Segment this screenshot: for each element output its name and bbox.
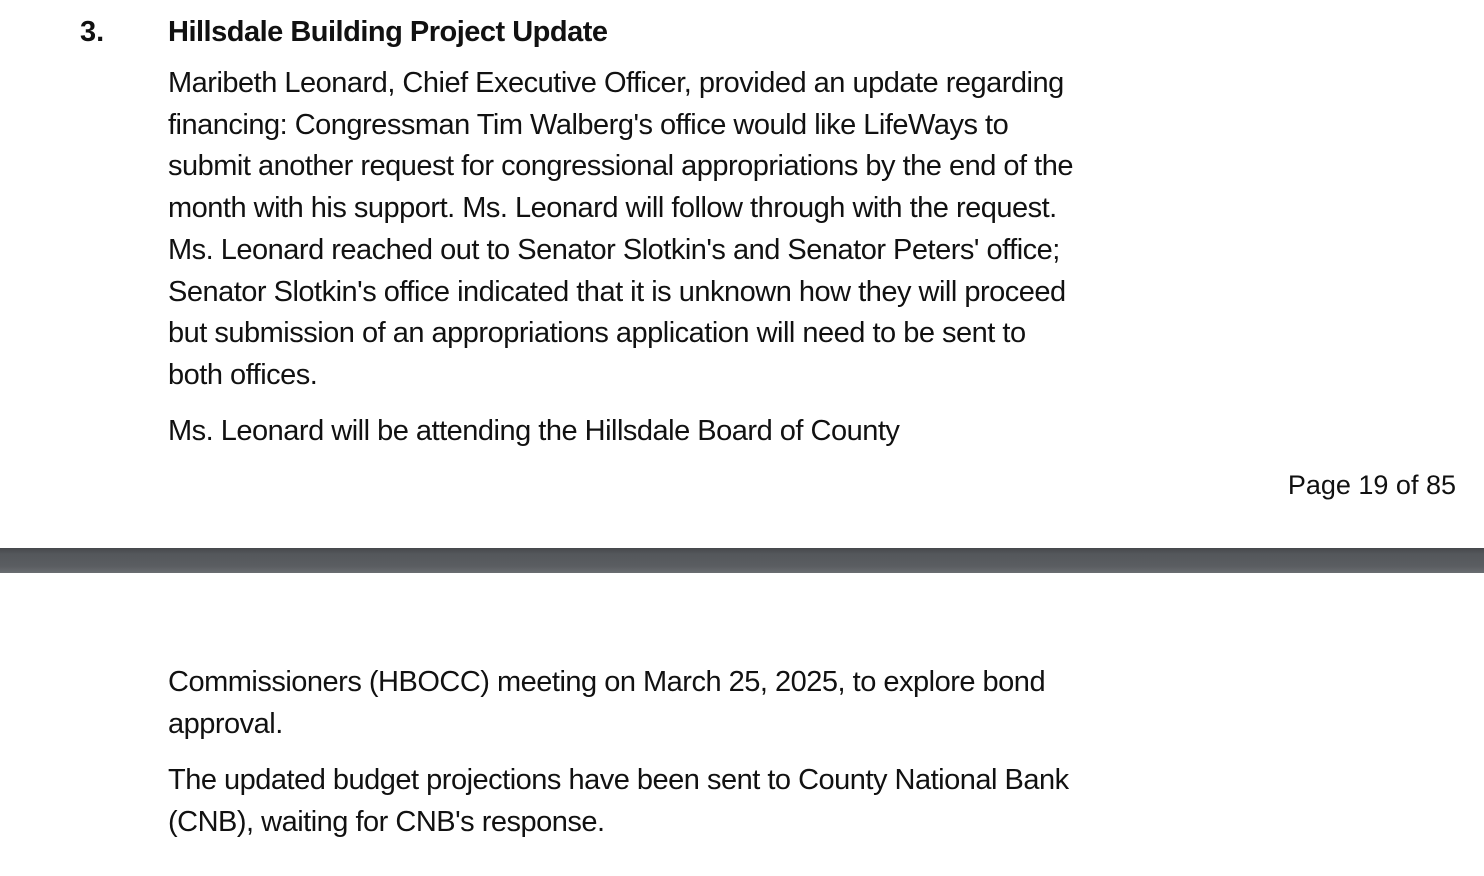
paragraph-hbocc-meeting-continued [168,662,1228,745]
paragraph-line: financing: Congressman Tim Walberg's office would like LifeWays to [168,108,1009,141]
paragraph-budget-projections [168,760,1228,843]
page-number: Page 19 of 85 [1287,470,1456,500]
item-number: 3. [80,16,105,48]
paragraph-line: approval. [168,707,283,740]
document-page-20 [0,573,1484,876]
paragraph-line: (CNB), waiting for CNB's response. [168,805,605,838]
paragraph-line: Senator Slotkin's office indicated that it is unknown how they will proceed [168,275,1066,308]
paragraph-line: but submission of an appropriations application will need to be sent to [168,317,1026,350]
paragraph-line: The updated budget projections have been sent to County National Bank [168,764,1069,796]
paragraph-financing-update [168,63,1228,397]
paragraph-line: Ms. Leonard will be attending the Hillsdale Board of County [168,415,900,447]
paragraph-line: Ms. Leonard reached out to Senator Slotkin's and Senator Peters' office; [168,233,1060,266]
paragraph-line: Maribeth Leonard, Chief Executive Officer, provided an update regarding [168,67,1064,99]
paragraph-line: Commissioners (HBOCC) meeting on March 25, 2025, to explore bond [168,666,1046,698]
paragraph-line: month with his support. Ms. Leonard will follow through with the request. [168,192,1057,225]
paragraph-line: both offices. [168,358,318,391]
item-heading: Hillsdale Building Project Update [168,16,608,48]
paragraph-line: submit another request for congressional appropriations by the end of the [168,150,1073,183]
page-separator [0,548,1484,573]
paragraph-hbocc-meeting-start [168,411,1228,453]
